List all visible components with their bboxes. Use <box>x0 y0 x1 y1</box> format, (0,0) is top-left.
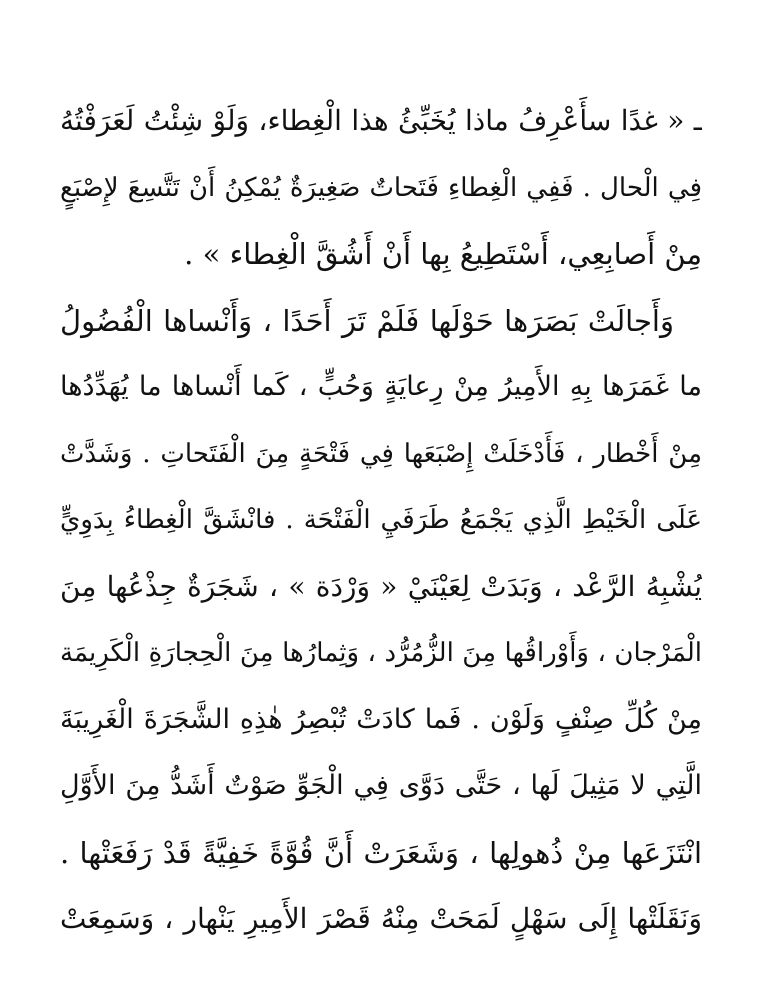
text-line-6: مِنْ أَخْطار ، فَأَدْخَلَتْ إِصْبَعَها فِي فَتْحَةٍ مِنَ الْفَتَحاتِ . وَشَدَّتْ <box>60 438 702 469</box>
text-line-11: الَّتِي لا مَثِيلَ لَها ، حَتَّى دَوَّى فِي الْجَوِّ صَوْتٌ أَشَدُّ مِنَ الأَوَّلِ <box>60 770 702 801</box>
arabic-story-text <box>60 88 702 953</box>
text-line-12: انْتَزَعَها مِنْ ذُهولِها ، وَشَعَرَتْ أَنَّ قُوَّةً خَفِيَّةً قَدْ رَفَعَتْها . <box>60 835 702 870</box>
text-line-3: مِنْ أَصابِعِي، أَسْتَطِيعُ بِها أَنْ أَشُقَّ الْغِطاء » . <box>184 237 702 271</box>
text-line-13: وَنَقَلَتْها إِلَى سَهْلٍ لَمَحَتْ مِنْهُ قَصْرَ الأَمِيرِ يَنْهار ، وَسَمِعَتْ <box>60 902 702 935</box>
text-line-5: ما غَمَرَها بِهِ الأَمِيرُ مِنْ رِعايَةٍ وَحُبٍّ ، كَما أَنْساها ما يُهَدِّدُها <box>60 371 702 402</box>
text-line-4: وَأَجالَتْ بَصَرَها حَوْلَها فَلَمْ تَرَ أَحَدًا ، وَأَنْساها الْفُضُولُ <box>60 303 674 338</box>
text-line-7: عَلَى الْخَيْطِ الَّذِي يَجْمَعُ طَرَفَيِ الْفَتْحَة . فانْشَقَّ الْغِطاءُ بِدَوِيٍّ <box>60 505 702 535</box>
text-line-9: الْمَرْجان ، وَأَوْراقُها مِنَ الزُّمُرُّد ، وَثِمارُها مِنَ الْحِجارَةِ الْكَرِيمَة <box>60 638 702 668</box>
text-line-2: فِي الْحال . فَفِي الْغِطاءِ فَتَحاتٌ صَغِيرَةٌ يُمْكِنُ أَنْ تَتَّسِعَ لإِصْبَعٍ <box>60 172 702 203</box>
text-line-10: مِنْ كُلِّ صِنْفٍ وَلَوْن . فَما كادَتْ تُبْصِرُ هٰذِهِ الشَّجَرَةَ الْغَرِيبَةَ <box>60 703 702 735</box>
text-line-1: ـ « غدًا سأَعْرِفُ ماذا يُخَبِّئُ هذا الْغِطاء، وَلَوْ شِئْتُ لَعَرَفْتُهُ <box>60 104 702 137</box>
text-line-8: يُشْبِهُ الرَّعْد ، وَبَدَتْ لِعَيْنَيْ « وَرْدَة » ، شَجَرَةٌ جِذْعُها مِنَ <box>60 569 702 603</box>
